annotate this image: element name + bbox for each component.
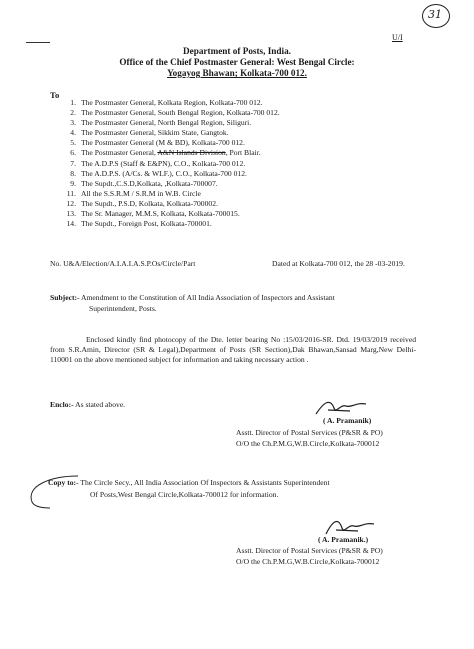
signatory-2-office: O/O the Ch.P.M.G,W.B.Circle,Kolkata-700012 — [236, 557, 380, 566]
body-paragraph: Enclosed kindly find photocopy of the Dte. letter bearing No :15/03/2016-SR. Dtd. 19/03/2019 received from S.R.Amin, Director (SR & Legal),Department of Posts (SR Section),Dak Bhawan,Sansad Marg,New Delhi-110001 on the above mentioned subject for information and taking necessary action . — [50, 335, 416, 364]
enclosure-line: Enclo:- As stated above. — [50, 400, 126, 409]
signatory-2-name: ( A. Pramanik.) — [318, 535, 369, 544]
list-item: 11. All the S.S.R.M / S.R.M in W.B. Circle — [66, 188, 201, 198]
list-item: 13. The Sr. Manager, M.M.S, Kolkata, Kolkata-700015. — [66, 209, 240, 219]
office-address: Yogayog Bhawan; Kolkata-700 012. — [167, 68, 307, 78]
struck-text: A&N Islands Division — [157, 148, 226, 158]
file-reference: U/I — [392, 33, 403, 42]
signatory-2-title: Asstt. Director of Postal Services (P&SR & PO) — [236, 546, 383, 555]
list-item: 9. The Supdt.,C.S.D,Kolkata, ,Kolkata-700007. — [70, 178, 218, 188]
department-heading: Department of Posts, India. — [183, 46, 291, 56]
list-item: 4. The Postmaster General, Sikkim State, Gangtok. — [70, 128, 229, 138]
signatory-1-office: O/O the Ch.P.M.G,W.B.Circle,Kolkata-700012 — [236, 439, 380, 448]
memo-number: No. U&A/Election/A.I.A.I.A.S.P.Os/Circle/Part — [50, 259, 196, 268]
list-item: 14. The Supdt., Foreign Post, Kolkata-700001. — [66, 219, 212, 229]
list-item: 2. The Postmaster General, South Bengal Region, Kolkata-700 012. — [70, 108, 280, 118]
enclosure-label: Enclo:- — [50, 400, 74, 409]
list-item: 7. The A.D.P.S (Staff & E&PN), C.O., Kolkata-700 012. — [70, 158, 246, 168]
list-item: 8. The A.D.P.S. (A/Cs. & WLF.), C.O., Kolkata-700 012. — [70, 168, 247, 178]
list-item: 12. The Supdt., P.S.D, Kolkata, Kolkata-700002. — [66, 198, 218, 208]
list-item: 3. The Postmaster General, North Bengal Region, Siliguri. — [70, 118, 252, 128]
signatory-1-name: ( A. Pramanik) — [323, 416, 372, 425]
page-number-circle — [422, 4, 450, 28]
page-number: 31 — [428, 8, 442, 21]
subject-line-2: Superintendent, Posts. — [89, 304, 157, 313]
copy-to-line: Copy to:- The Circle Secy., All India Association Of Inspectors & Assistants Superintendent — [48, 478, 330, 487]
list-item: 1. The Postmaster General, Kolkata Region, Kolkata-700 012. — [70, 98, 263, 107]
copy-to-label: Copy to:- — [48, 478, 79, 487]
subject-label: Subject:- — [50, 293, 80, 302]
list-item: 6. The Postmaster General, A&N Islands Division, Port Blair. — [70, 148, 261, 158]
list-item: 5. The Postmaster General (M & BD), Kolkata-700 012. — [70, 138, 245, 148]
to-label: To — [50, 90, 60, 100]
memo-date: Dated at Kolkata-700 012, the 28 -03-2019. — [272, 259, 405, 268]
top-left-mark — [26, 42, 50, 43]
recipient-list — [62, 98, 280, 229]
subject-line: Subject:- Amendment to the Constitution of All India Association of Inspectors and Assistant — [50, 293, 335, 302]
office-heading: Office of the Chief Postmaster General: West Bengal Circle: — [119, 57, 355, 67]
copy-to-line-2: Of Posts,West Bengal Circle,Kolkata-700012 for information. — [90, 490, 279, 499]
signatory-1-title: Asstt. Director of Postal Services (P&SR & PO) — [236, 428, 383, 437]
